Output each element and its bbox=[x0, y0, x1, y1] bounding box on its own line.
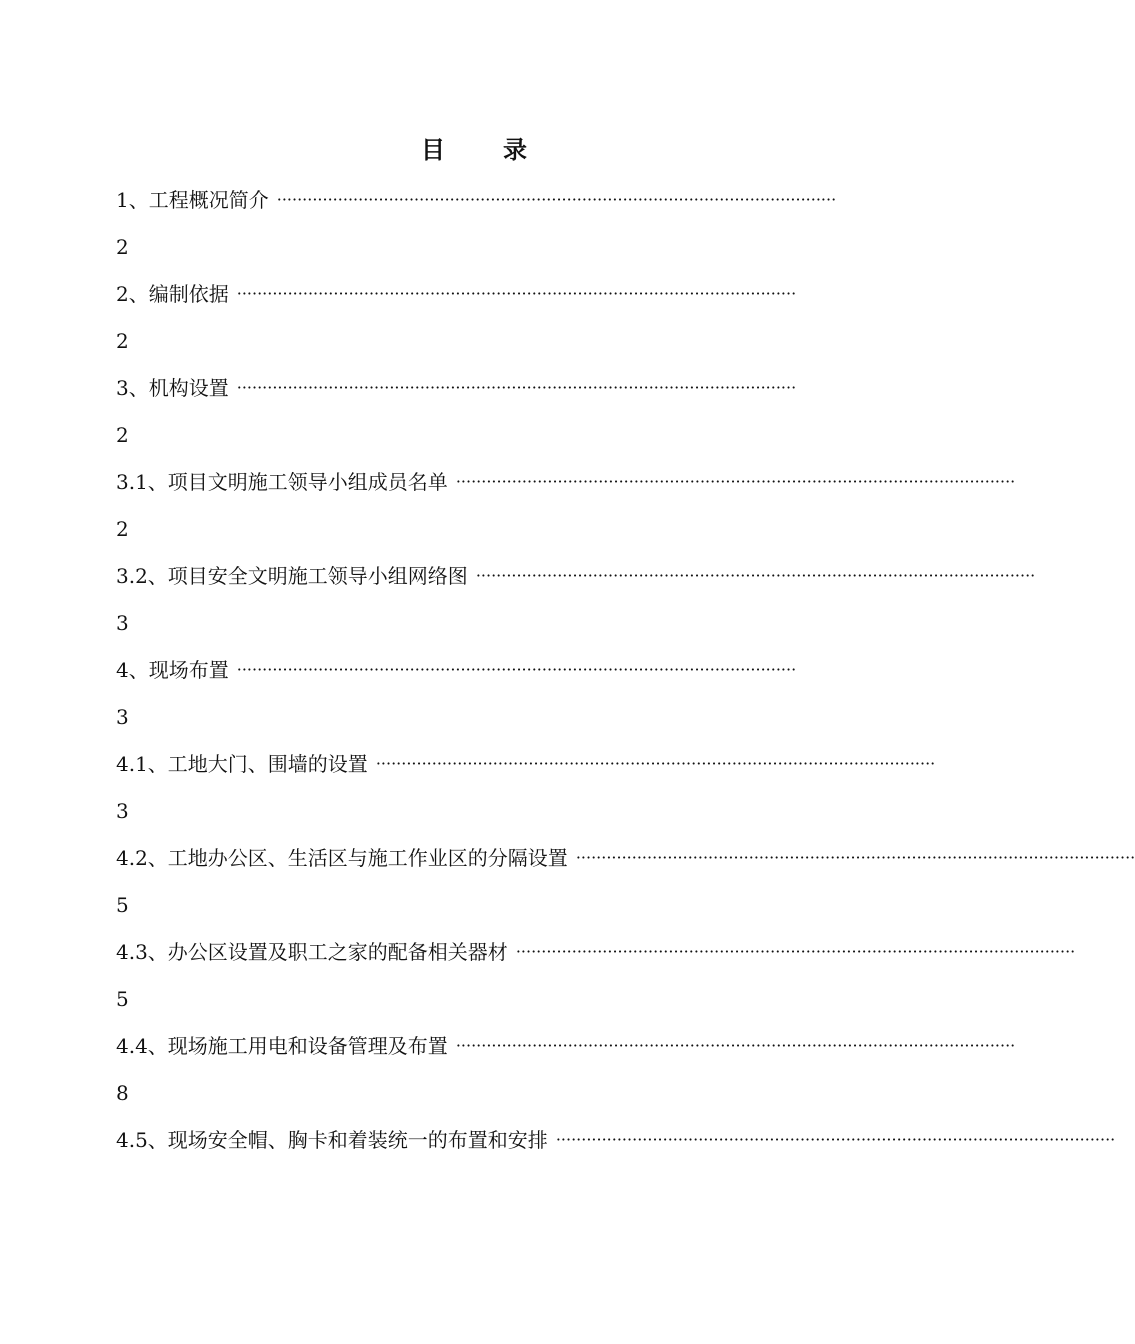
leader-dots: ·············································································································· bbox=[555, 1130, 1116, 1149]
toc-entry-title: 3、机构设置 bbox=[116, 376, 229, 400]
toc-entry-title: 3.2、项目安全文明施工领导小组网络图 bbox=[116, 564, 468, 588]
leader-dots: ·············································································································· bbox=[455, 472, 1016, 491]
toc-entry-title: 4.5、现场安全帽、胸卡和着装统一的布置和安排 bbox=[116, 1128, 548, 1152]
toc-line[interactable] bbox=[116, 562, 1036, 590]
leader-dots: ·············································································································· bbox=[236, 660, 797, 679]
leader-dots: ·············································································································· bbox=[515, 942, 1076, 961]
toc-line[interactable] bbox=[116, 186, 837, 214]
toc-entry bbox=[116, 1032, 1016, 1105]
toc-entry bbox=[116, 468, 1016, 541]
toc-entry-title: 4.4、现场施工用电和设备管理及布置 bbox=[116, 1034, 448, 1058]
toc-entry bbox=[116, 750, 936, 823]
toc-entry-title: 3.1、项目文明施工领导小组成员名单 bbox=[116, 470, 448, 494]
toc-entry-page-number: 2 bbox=[116, 235, 129, 259]
toc-entry-title: 4.1、工地大门、围墙的设置 bbox=[116, 752, 368, 776]
toc-line[interactable] bbox=[116, 844, 1135, 872]
toc-line[interactable] bbox=[116, 468, 1016, 496]
leader-dots: ·············································································································· bbox=[575, 848, 1135, 867]
toc-entry-title: 1、工程概况简介 bbox=[116, 188, 269, 212]
toc-entry bbox=[116, 562, 1036, 635]
toc-line[interactable] bbox=[116, 1032, 1016, 1060]
table-of-contents bbox=[116, 186, 1135, 1154]
leader-dots: ·············································································································· bbox=[455, 1036, 1016, 1055]
toc-entry-page-number: 8 bbox=[116, 1081, 129, 1105]
toc-entry-page-number: 5 bbox=[116, 987, 129, 1011]
toc-entry-title: 4.3、办公区设置及职工之家的配备相关器材 bbox=[116, 940, 508, 964]
toc-line[interactable] bbox=[116, 280, 832, 308]
leader-dots: ·············································································································· bbox=[276, 190, 837, 209]
toc-entry-page-number: 2 bbox=[116, 517, 129, 541]
toc-entry bbox=[116, 374, 832, 446]
toc-entry-page-number: 2 bbox=[116, 329, 129, 353]
toc-line[interactable] bbox=[116, 656, 832, 684]
toc-line[interactable] bbox=[116, 1126, 1116, 1154]
title-char-1: 目 bbox=[421, 135, 447, 164]
toc-line[interactable] bbox=[116, 750, 936, 778]
toc-entry-title: 4.2、工地办公区、生活区与施工作业区的分隔设置 bbox=[116, 846, 568, 870]
toc-entry-title: 2、编制依据 bbox=[116, 282, 229, 306]
toc-entry bbox=[116, 938, 1076, 1011]
toc-entry bbox=[116, 280, 832, 352]
leader-dots: ·············································································································· bbox=[375, 754, 936, 773]
toc-entry bbox=[116, 656, 832, 728]
toc-entry-title: 4、现场布置 bbox=[116, 658, 229, 682]
title-char-2: 录 bbox=[503, 135, 529, 164]
leader-dots: ·············································································································· bbox=[236, 378, 797, 397]
toc-line[interactable] bbox=[116, 374, 832, 402]
toc-entry bbox=[116, 844, 1135, 917]
toc-entry-page-number: 3 bbox=[116, 611, 129, 635]
toc-entry-page-number: 5 bbox=[116, 893, 129, 917]
toc-line[interactable] bbox=[116, 938, 1076, 966]
leader-dots: ·············································································································· bbox=[236, 284, 797, 303]
page-title bbox=[0, 130, 950, 165]
leader-dots: ·············································································································· bbox=[475, 566, 1036, 585]
toc-entry bbox=[116, 186, 837, 259]
toc-entry-page-number: 2 bbox=[116, 423, 129, 447]
toc-entry bbox=[116, 1126, 1116, 1154]
toc-entry-page-number: 3 bbox=[116, 799, 129, 823]
toc-entry-page-number: 3 bbox=[116, 705, 129, 729]
